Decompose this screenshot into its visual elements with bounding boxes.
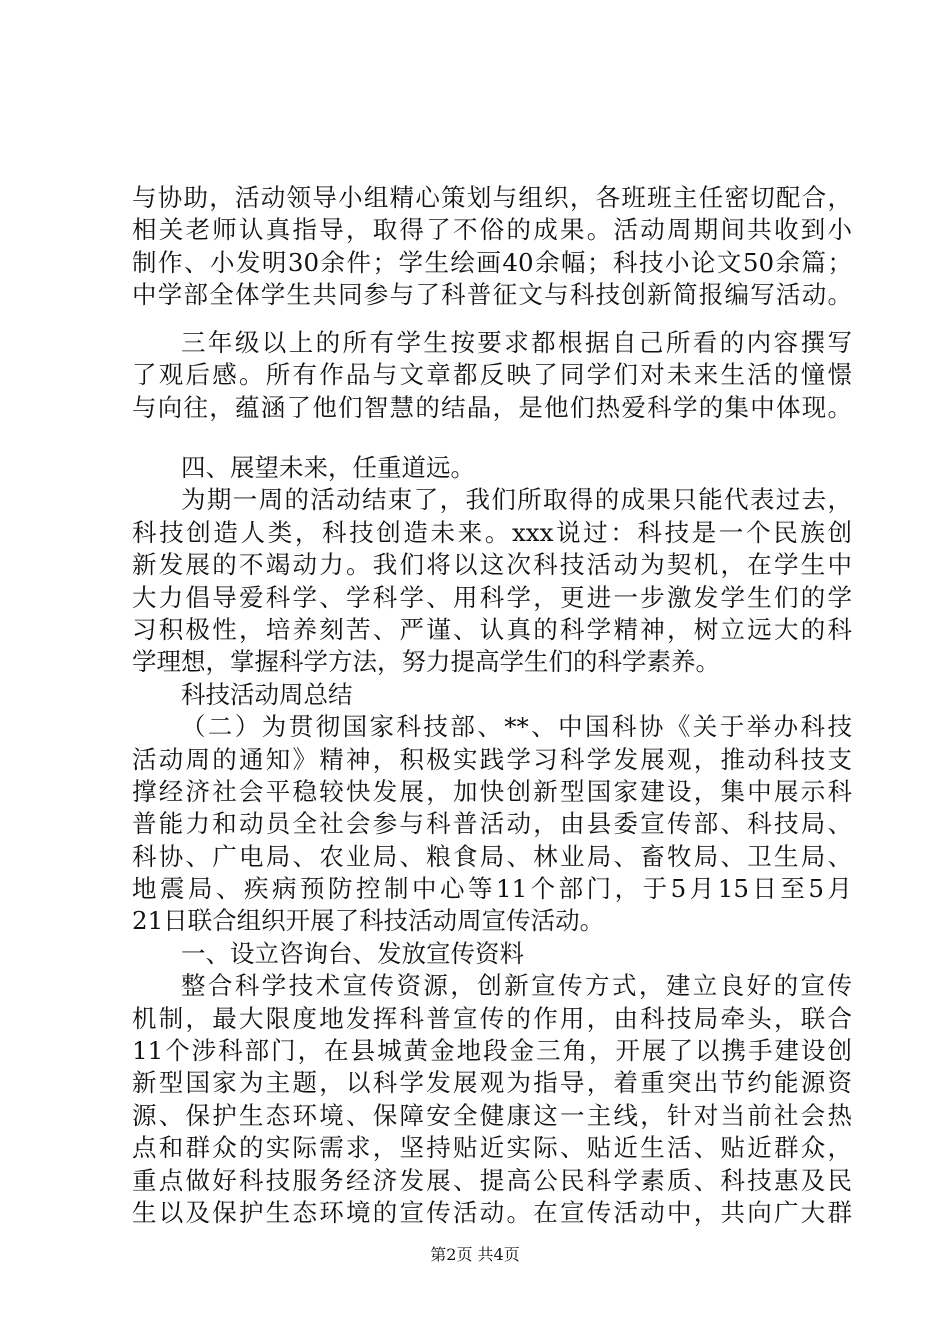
text-line: 大力倡导爱科学、学科学、用科学，更进一步激发学生们的学: [132, 582, 852, 612]
text-line: 新发展的不竭动力。我们将以这次科技活动为契机，在学生中: [132, 550, 852, 580]
text-line: 学理想，掌握科学方法，努力提高学生们的科学素养。: [132, 647, 720, 677]
document-title: 科技活动周总结: [181, 679, 353, 709]
text-line: 与协助，活动领导小组精心策划与组织，各班班主任密切配合，: [132, 183, 852, 212]
text-line: 制作、小发明30余件；学生绘画40余幅；科技小论文50余篇；: [132, 247, 852, 277]
section-heading: 四、展望未来，任重道远。: [181, 453, 475, 482]
text-line: 三年级以上的所有学生按要求都根据自己所看的内容撰写: [181, 328, 852, 357]
text-line: 普能力和动员全社会参与科普活动，由县委宣传部、科技局、: [132, 809, 852, 839]
section-outlook: [132, 452, 852, 1229]
text-line: 11个涉科部门，在县城黄金地段金三角，开展了以携手建设创: [132, 1036, 852, 1066]
text-line: 撑经济社会平稳较快发展，加快创新型国家建设，集中展示科: [132, 776, 852, 806]
paragraph-student-essays: [132, 327, 852, 424]
text-line: 生以及保护生态环境的宣传活动。在宣传活动中，共向广大群: [132, 1197, 852, 1227]
text-line: 科协、广电局、农业局、粮食局、林业局、畜牧局、卫生局、: [132, 841, 852, 871]
text-line: 重点做好科技服务经济发展、提高公民科学素质、科技惠及民: [132, 1165, 852, 1195]
text-line: 为期一周的活动结束了，我们所取得的成果只能代表过去，: [181, 485, 852, 515]
text-line: 与向往，蕴涵了他们智慧的结晶，是他们热爱科学的集中体现。: [132, 392, 852, 422]
text-line: 21日联合组织开展了科技活动周宣传活动。: [132, 906, 605, 936]
text-line: （二）为贯彻国家科技部、**、中国科协《关于举办科技: [181, 712, 852, 742]
text-line: 新型国家为主题，以科学发展观为指导，着重突出节约能源资: [132, 1068, 852, 1098]
page-footer: 第2页 共4页: [430, 1245, 520, 1264]
text-line: 整合科学技术宣传资源，创新宣传方式，建立良好的宣传: [181, 971, 852, 1001]
text-line: 机制，最大限度地发挥科普宣传的作用，由科技局牵头，联合: [132, 1003, 852, 1033]
text-line: 了观后感。所有作品与文章都反映了同学们对未来生活的憧憬: [132, 360, 852, 390]
text-line: 中学部全体学生共同参与了科普征文与科技创新简报编写活动。: [132, 280, 852, 310]
text-line: 习积极性，培养刻苦、严谨、认真的科学精神，树立远大的科: [132, 614, 852, 644]
text-line: 相关老师认真指导，取得了不俗的成果。活动周期间共收到小: [132, 215, 852, 245]
text-line: 科技创造人类，科技创造未来。xxx说过：科技是一个民族创: [132, 517, 852, 547]
text-line: 源、保护生态环境、保障安全健康这一主线，针对当前社会热: [132, 1100, 852, 1130]
text-line: 点和群众的实际需求，坚持贴近实际、贴近生活、贴近群众，: [132, 1133, 852, 1163]
text-line: 地震局、疾病预防控制中心等11个部门，于5月15日至5月: [132, 874, 852, 904]
section-heading: 一、设立咨询台、发放宣传资料: [181, 938, 524, 968]
paragraph-activity-results: [132, 182, 852, 312]
text-line: 活动周的通知》精神，积极实践学习科学发展观，推动科技支: [132, 744, 852, 774]
